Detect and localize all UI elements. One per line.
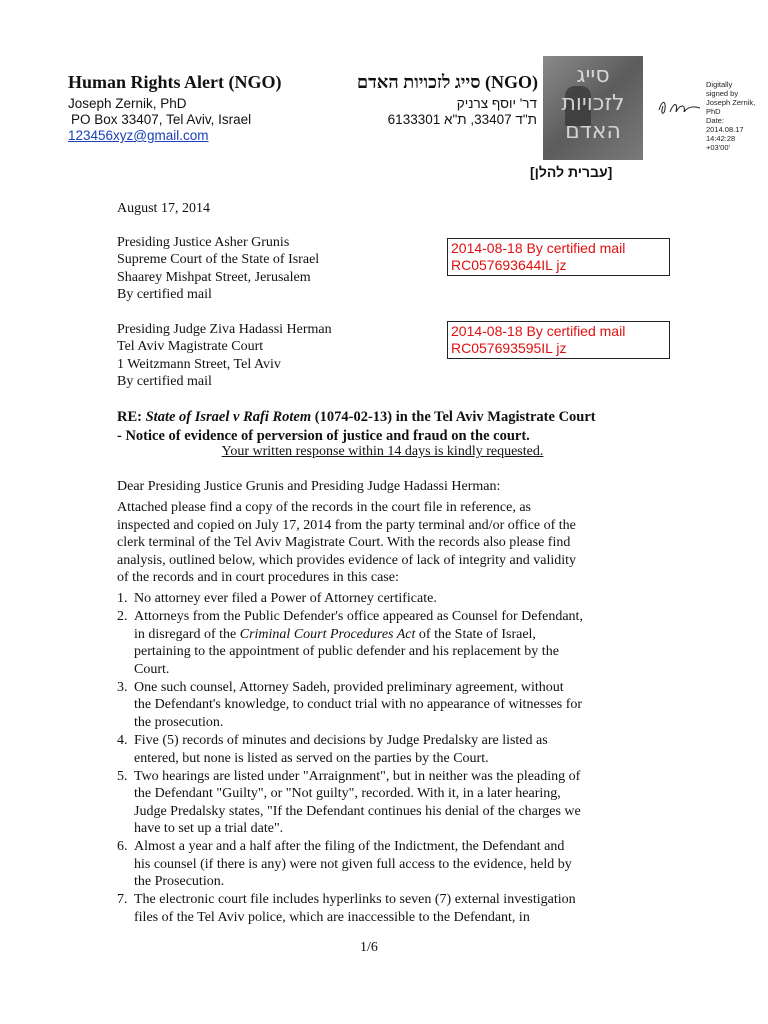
email-link[interactable]: 123456xyz@gmail.com (68, 128, 209, 143)
recipient-2-address: Presiding Judge Ziva Hadassi Herman Tel Aviv Magistrate Court 1 Weitzmann Street, Tel Aviv By certified mail (117, 322, 332, 390)
list-item-line: his counsel (if there is any) were not given full access to the evidence, held by (134, 856, 572, 872)
author-name: Joseph Zernik, PhD (68, 96, 187, 111)
list-item-number: 4. (117, 732, 128, 748)
intro-paragraph: Attached please find a copy of the records in the court file in reference, as inspected and copied on July 17, 2014 from the party terminal and/or office of the clerk terminal of the Tel Aviv Magistrate Court. With the records also please find analysis, outlined below, which provides evidence of lack of integrity and validity of the records and in court procedures in this case: (117, 500, 577, 586)
list-item-number: 5. (117, 768, 128, 784)
list-item-number: 3. (117, 679, 128, 695)
response-request-note: Your written response within 14 days is kindly requested. (221, 444, 544, 459)
author-address: PO Box 33407, Tel Aviv, Israel (71, 112, 252, 127)
letter-date: August 17, 2014 (117, 201, 210, 216)
organization-logo (543, 56, 643, 160)
list-item-line: the Prosecution. (134, 874, 225, 890)
list-item-line: Five (5) records of minutes and decisions by Judge Predalsky are listed as (134, 732, 548, 748)
author-address-hebrew: ת"ד 33407, ת"א 6133301 (387, 112, 537, 127)
list-item-line: Judge Predalsky states, "If the Defendant continues his denial of the charges we (134, 803, 581, 819)
subject-line: RE: State of Israel v Rafi Rotem (1074-02-13) in the Tel Aviv Magistrate Court - Notice of evidence of perversion of justice and fraud on the court. (117, 409, 596, 444)
salutation: Dear Presiding Justice Grunis and Presiding Judge Hadassi Herman: (117, 479, 501, 494)
list-item-number: 7. (117, 892, 128, 908)
certified-mail-stamp-2: 2014-08-18 By certified mail RC057693595IL jz (447, 321, 670, 359)
list-item-line: entered, but none is listed as served on the parties by the Court. (134, 750, 489, 766)
logo-text: סייג לזכויות האדם (561, 63, 625, 144)
list-item-line: Two hearings are listed under "Arraignment", but in neither was the pleading of (134, 768, 581, 784)
hebrew-version-note: [עברית להלן] (530, 164, 613, 180)
recipient-1-address: Presiding Justice Asher Grunis Supreme Court of the State of Israel Shaarey Mishpat Street, Jerusalem By certified mail (117, 235, 320, 303)
list-item-line: have to set up a trial date". (134, 821, 284, 837)
list-item-line: the Defendant "Guilty", or "Not guilty", recorded. With it, in a later hearing, (134, 786, 561, 802)
list-item-line: in disregard of the Criminal Court Procedures Act of the State of Israel, (134, 626, 536, 642)
list-item-line: pertaining to the appointment of public defender and his replacement by the (134, 644, 559, 660)
list-item-number: 6. (117, 839, 128, 855)
list-item (117, 732, 657, 767)
list-item (117, 590, 657, 608)
list-item-line: Court. (134, 661, 170, 677)
list-item (117, 838, 657, 891)
list-item-line: No attorney ever filed a Power of Attorney certificate. (134, 591, 437, 606)
list-item (117, 768, 657, 838)
list-item-number: 1. (117, 591, 128, 606)
list-item-number: 2. (117, 608, 128, 624)
certified-mail-stamp-1: 2014-08-18 By certified mail RC057693644IL jz (447, 238, 670, 276)
list-item-line: Attorneys from the Public Defender's office appeared as Counsel for Defendant, (134, 608, 583, 624)
findings-list (117, 590, 657, 927)
list-item-line: the prosecution. (134, 714, 224, 730)
list-item (117, 608, 657, 678)
org-name-hebrew: (NGO) סייג לזכויות האדם (356, 72, 538, 92)
list-item-line: Almost a year and a half after the filing of the Indictment, the Defendant and (134, 839, 565, 855)
list-item (117, 891, 657, 926)
list-item-line: files of the Tel Aviv police, which are inaccessible to the Defendant, in (134, 910, 530, 926)
list-item-line: the Defendant's knowledge, to conduct trial with no appearance of witnesses for (134, 697, 583, 713)
list-item-line: One such counsel, Attorney Sadeh, provided preliminary agreement, without (134, 679, 564, 695)
author-name-hebrew: דר' יוסף צרניק (456, 96, 537, 111)
digital-signature-info: Digitally signed by Joseph Zernik, PhD Date: 2014.08.17 14:42:28 +03'00' (706, 80, 756, 152)
handwritten-signature-icon (656, 92, 704, 122)
page-number: 1/6 (360, 940, 378, 955)
list-item-line: The electronic court file includes hyperlinks to seven (7) external investigation (134, 892, 576, 908)
org-name-english: Human Rights Alert (NGO) (68, 72, 282, 92)
list-item (117, 679, 657, 732)
